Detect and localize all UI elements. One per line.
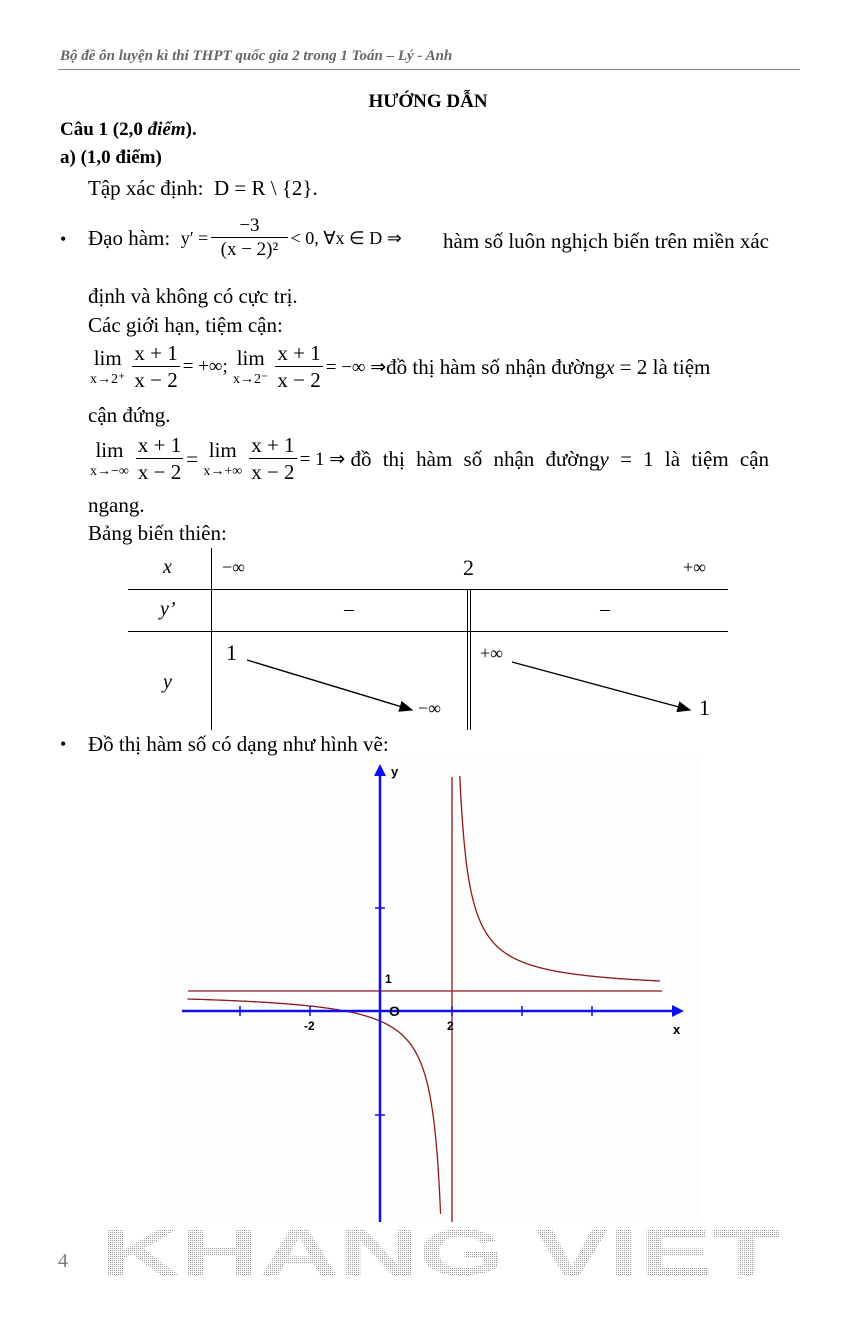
graph-caption: Đồ thị hàm số có dạng như hình vẽ: — [88, 732, 389, 756]
lim-subscript: x→2⁺ — [90, 371, 126, 387]
derivative-text: hàm số luôn nghịch biến trên miền xác — [443, 229, 770, 253]
lim-subscript: x→2⁻ — [233, 371, 269, 387]
limit-text: đồ thị hàm số nhận đường — [386, 354, 606, 379]
limit-result: = +∞; — [182, 356, 228, 378]
x-value: −∞ — [222, 557, 245, 577]
question-label: Câu 1 (2,0 — [60, 119, 148, 140]
question-points: điểm — [147, 119, 186, 140]
x-axis-label: x — [673, 1022, 681, 1037]
derivative-rhs: < 0, ∀x ∈ D ⇒ — [290, 227, 402, 248]
bullet-icon: • — [60, 734, 67, 754]
lim-text: lim — [236, 345, 265, 370]
part-a-heading: a) (1,0 điểm) — [60, 147, 162, 168]
watermark-text: KHANG VIET — [100, 1222, 780, 1280]
limits-heading: Các giới hạn, tiệm cận: — [88, 313, 283, 337]
tick-label: -2 — [304, 1019, 315, 1033]
sign: – — [600, 598, 610, 620]
tick-label: 2 — [447, 1019, 454, 1033]
limit1-cont: cận đứng. — [88, 403, 171, 427]
question-close: ). — [185, 119, 197, 140]
graph-background — [160, 758, 700, 1222]
sign: – — [344, 598, 354, 620]
fraction-numerator: x + 1 — [136, 434, 183, 459]
limit-var: x — [605, 354, 615, 379]
derivative-cont: định và không có cực trị. — [88, 284, 298, 308]
limit-text: = 2 là tiệm — [614, 354, 711, 379]
bullet-icon: • — [60, 229, 67, 249]
fraction-numerator: x + 1 — [275, 342, 322, 367]
limit-result: = −∞ ⇒ — [325, 356, 387, 378]
lim-text: lim — [208, 437, 237, 462]
fraction-numerator: x + 1 — [132, 342, 179, 367]
limit2-cont: ngang. — [88, 493, 145, 517]
limit-text: đồ thị hàm số nhận đường — [350, 446, 600, 471]
running-header: Bộ đề ôn luyện kì thi THPT quốc gia 2 trong 1 Toán – Lý - Anh — [60, 48, 453, 64]
fraction-denominator: x − 2 — [134, 368, 178, 393]
table-heading: Bảng biến thiên: — [88, 521, 227, 545]
page-title: HƯỚNG DẪN — [368, 91, 488, 112]
tick-label: 1 — [385, 972, 392, 986]
lim-text: lim — [95, 437, 124, 462]
fraction-denominator: x − 2 — [137, 460, 182, 485]
row-label-y: y — [163, 671, 172, 693]
x-value: 2 — [463, 555, 474, 580]
fraction-denominator: x − 2 — [251, 460, 295, 485]
y-axis-label: y — [391, 764, 399, 779]
limit-text: = 1 là tiệm cận — [608, 446, 770, 471]
lim-subscript: x→+∞ — [203, 463, 243, 479]
y-value: 1 — [699, 695, 710, 720]
x-value: +∞ — [683, 557, 706, 577]
limit-var: y — [599, 446, 609, 471]
lim-text: lim — [93, 345, 122, 370]
derivative-lhs: y′ = — [180, 227, 209, 248]
origin-label: O — [389, 1003, 400, 1019]
fraction-denominator: (x − 2)² — [220, 238, 279, 260]
fraction-denominator: x − 2 — [277, 368, 321, 393]
y-value: 1 — [226, 640, 237, 665]
fraction-numerator: −3 — [211, 216, 287, 238]
domain-expr: D = R \ {2}. — [213, 176, 318, 200]
watermark-logo — [100, 1222, 790, 1280]
equals: = — [186, 446, 199, 471]
row-label-x: x — [163, 556, 172, 578]
derivative-label: Đạo hàm: — [88, 225, 171, 250]
domain-label: Tập xác định: — [88, 176, 204, 200]
limit-result: = 1 ⇒ — [299, 448, 346, 470]
row-label-yprime: y’ — [160, 598, 176, 620]
y-value: −∞ — [418, 698, 441, 718]
fraction-numerator: x + 1 — [249, 434, 296, 459]
page-number: 4 — [58, 1250, 68, 1272]
y-value: +∞ — [480, 643, 503, 663]
lim-subscript: x→−∞ — [90, 463, 129, 479]
